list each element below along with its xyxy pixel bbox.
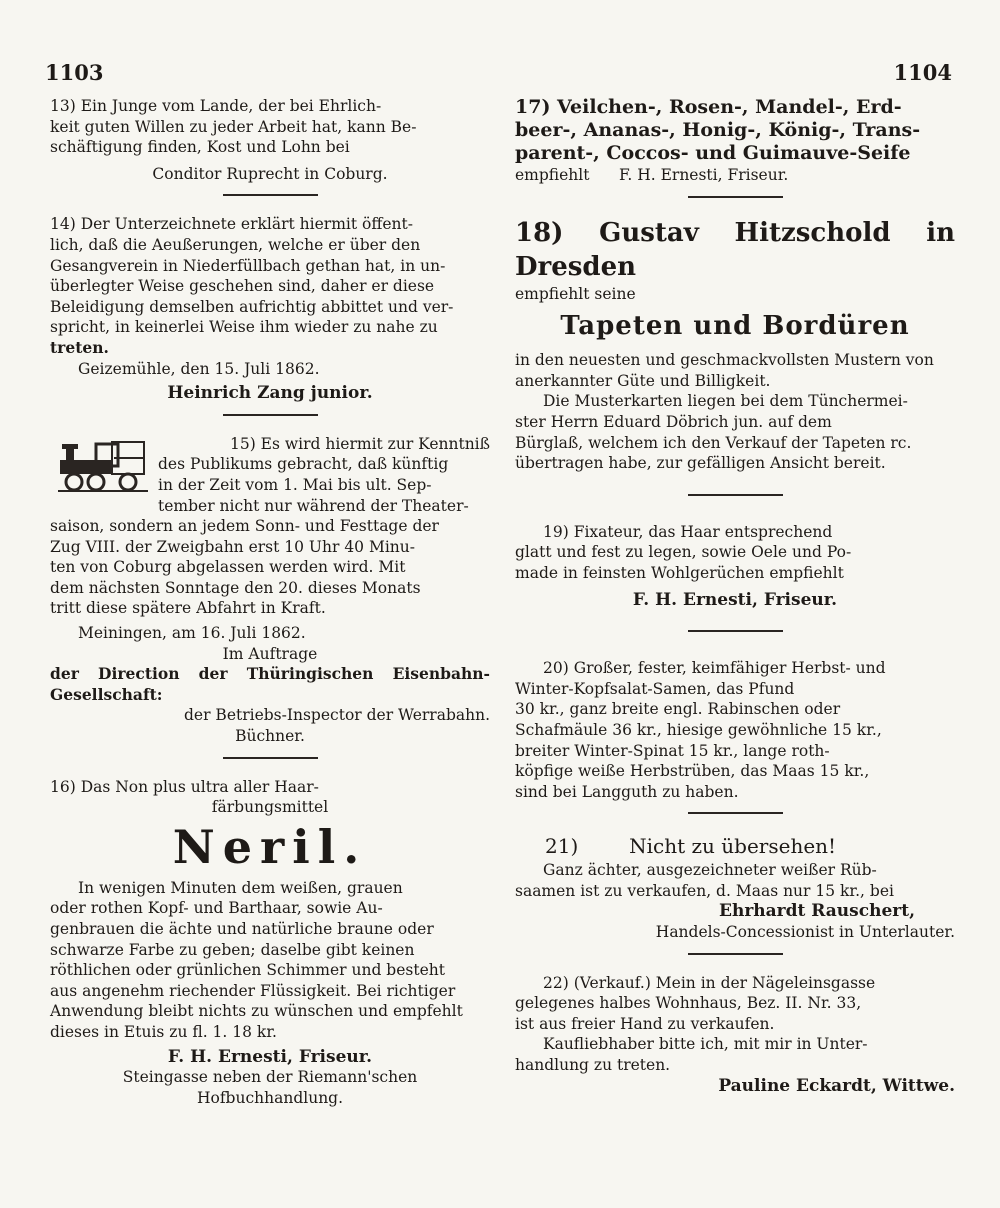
notice-14-line: treten. [50,337,109,357]
notice-15-line: 15) Es wird hiermit zur Kenntniß [229,434,490,453]
notice-17-signature: empfiehlt F. H. Ernesti, Friseur. [515,166,789,184]
notice-15-place-date: Meiningen, am 16. Juli 1862. [78,624,306,643]
notice-18-product: Tapeten und Bordüren [560,311,910,342]
notice-17-line: parent-, Coccos- und Guimauve-Seife [515,142,911,164]
notice-19-line: 19) Fixateur, das Haar entsprechend [543,522,833,541]
notice-13 [50,96,490,184]
notice-20-line: breiter Winter-Spinat 15 kr., lange roth- [515,741,830,760]
separator-rule [688,953,783,955]
notice-16-line: oder rothen Kopf- und Barthaar, sowie Au- [50,899,383,918]
notice-21 [515,832,955,942]
notice-18 [515,216,955,474]
notice-20-line: Winter-Kopfsalat-Samen, das Pfund [515,679,795,698]
notice-19 [515,522,955,610]
notice-17-line: 17) Veilchen-, Rosen-, Mandel-, Erd- [515,96,902,118]
notice-15-line: dem nächsten Sonntage den 20. dieses Monats [50,578,421,597]
notice-16-line: genbrauen die ächte und natürliche braune oder [50,920,434,938]
notice-18-empfiehlt: empfiehlt seine [515,284,636,303]
separator-rule [223,757,318,759]
notice-21-header: 21) Nicht zu übersehen! [545,834,837,859]
notice-19-signature: F. H. Ernesti, Friseur. [632,589,838,610]
notice-15-line: Zug VIII. der Zweigbahn erst 10 Uhr 40 Minu- [50,537,415,556]
separator-rule [688,196,783,198]
notice-21-line: saamen ist zu verkaufen, d. Maas nur 15 kr., bei [515,881,894,900]
notice-22-line: gelegenes halbes Wohnhaus, Bez. II. Nr. 33, [515,994,862,1013]
notice-22-line: Kaufliebhaber bitte ich, mit mir in Unter- [543,1035,868,1054]
notice-15-line: in der Zeit vom 1. Mai bis ult. Sep- [158,475,432,494]
notice-15-line: ten von Coburg abgelassen werden wird. Mit [50,558,406,577]
right-column [515,96,955,1096]
notice-15-line: saison, sondern an jedem Sonn- und Festtage der [50,517,439,536]
notice-14-line: Beleidigung demselben aufrichtig abbittet und ver- [50,297,454,316]
notice-22 [515,973,955,1097]
notice-16-line: röthlichen oder grünlichen Schimmer und besteht [50,961,445,980]
notice-14-signature: Heinrich Zang junior. [167,383,373,404]
notice-13-line: keit guten Willen zu jeder Arbeit hat, kann Be- [50,117,417,136]
notice-14 [50,214,490,403]
notice-19-line: glatt und fest zu legen, sowie Oele und Po- [515,543,852,562]
notice-15-name: Büchner. [235,727,305,746]
locomotive-icon [58,436,148,494]
notice-15 [50,434,490,747]
notice-13-signature: Conditor Ruprecht in Coburg. [152,164,388,183]
notice-16-intro: färbungsmittel [211,798,329,817]
left-column [50,96,490,1108]
notice-15-line: des Publikums gebracht, daß künftig [158,455,449,474]
notice-14-line: lich, daß die Aeußerungen, welche er über den [50,235,421,254]
notice-17 [515,96,955,186]
notice-20-line: sind bei Langguth zu haben. [515,782,739,801]
notice-14-line: Gesangverein in Niederfüllbach gethan hat, in un- [50,256,446,275]
notice-16-line: Anwendung bleibt nichts zu wünschen und empfehlt [50,1002,463,1021]
notice-16-line: dieses in Etuis zu fl. 1. 18 kr. [50,1022,277,1041]
notice-15-line: tritt diese spätere Abfahrt in Kraft. [50,599,326,618]
notice-14-line: spricht, in keinerlei Weise ihm wieder zu nahe zu [50,318,438,337]
notice-17-line: beer-, Ananas-, Honig-, König-, Trans- [515,119,921,141]
notice-14-place-date: Geizemühle, den 15. Juli 1862. [78,359,320,378]
notice-18-line: in den neuesten und geschmackvollsten Mustern von [515,351,934,370]
notice-22-line: ist aus freier Hand zu verkaufen. [515,1014,775,1033]
notice-20-line: 20) Großer, fester, keimfähiger Herbst- und [543,659,886,678]
separator-rule [223,414,318,416]
notice-16-intro: 16) Das Non plus ultra aller Haar- [50,777,319,796]
notice-22-signature: Pauline Eckardt, Wittwe. [718,1075,955,1096]
notice-20 [515,658,955,802]
notice-21-signature: Ehrhardt Rauschert, [719,901,915,922]
notice-18-line: Bürglaß, welchem ich den Verkauf der Tapeten rc. [515,433,912,452]
notice-22-line: handlung zu treten. [515,1056,671,1075]
separator-rule [688,812,783,814]
notice-16-line: aus angenehm riechender Flüssigkeit. Bei richtiger [50,981,456,1000]
page-number-left: 1103 [45,60,104,85]
notice-16-line: In wenigen Minuten dem weißen, grauen [78,878,403,897]
notice-22-line: 22) (Verkauf.) Mein in der Nägeleinsgasse [543,973,876,992]
notice-14-line: überlegter Weise geschehen sind, daher er diese [50,277,435,296]
notice-18-line: übertragen habe, zur gefälligen Ansicht bereit. [515,454,886,473]
notice-18-header: 18) Gustav Hitzschold in Dresden [515,217,955,282]
notice-18-line: anerkannter Güte und Billigkeit. [515,371,771,390]
notice-16-line: schwarze Farbe zu geben; daselbe gibt keinen [50,940,415,959]
notice-21-title: Handels-Concessionist in Unterlauter. [655,923,955,942]
notice-15-line: tember nicht nur während der Theater- [158,496,469,515]
notice-20-line: köpfige weiße Herbstrüben, das Maas 15 kr., [515,762,870,781]
notice-19-line: made in feinsten Wohlgerüchen empfiehlt [515,563,844,582]
notice-15-im-auftrage: Im Auftrage [222,644,318,663]
notice-16 [50,777,490,1109]
separator-rule [688,630,783,632]
notice-15-direction: der Direction der Thüringischen Eisenbahn-Gesellschaft: [50,664,490,704]
notice-20-line: Schafmäule 36 kr., hiesige gewöhnliche 15 kr., [515,720,882,739]
notice-14-line: 14) Der Unterzeichnete erklärt hiermit öffent- [50,215,413,234]
notice-13-line: 13) Ein Junge vom Lande, der bei Ehrlich- [50,97,382,115]
notice-18-line: Die Musterkarten liegen bei dem Tünchermei- [543,392,908,411]
notice-16-product: Neril. [172,819,368,874]
notice-15-inspector: der Betriebs-Inspector der Werrabahn. [184,706,490,725]
notice-20-line: 30 kr., ganz breite engl. Rabinschen oder [515,700,841,719]
notice-13-line: schäftigung finden, Kost und Lohn bei [50,138,350,157]
notice-18-line: ster Herrn Eduard Döbrich jun. auf dem [515,412,832,431]
separator-rule [223,194,318,196]
notice-21-line: Ganz ächter, ausgezeichneter weißer Rüb- [543,861,877,880]
page-number-right: 1104 [893,60,952,85]
notice-16-signature: F. H. Ernesti, Friseur. [167,1046,373,1067]
notice-16-address: Steingasse neben der Riemann'schen [122,1068,418,1087]
notice-16-address: Hofbuchhandlung. [196,1088,344,1107]
separator-rule [688,494,783,496]
